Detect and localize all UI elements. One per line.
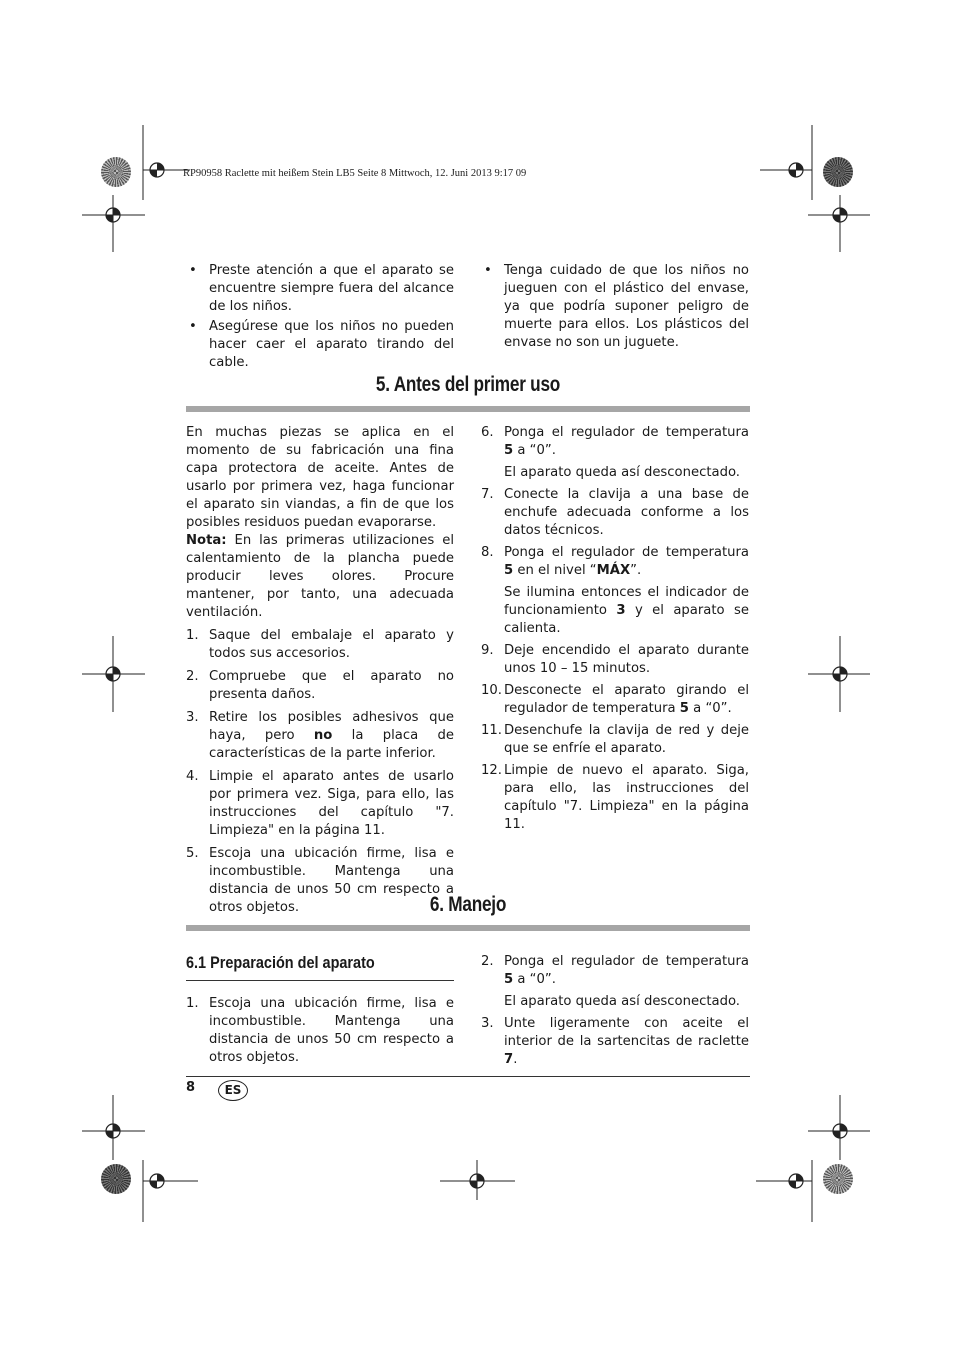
- print-header: RP90958 Raclette mit heißem Stein LB5 Seite 8 Mittwoch, 12. Juni 2013 9:17 09: [183, 168, 527, 179]
- step-text: la placa de características de la parte inferior.: [209, 728, 454, 761]
- step-text: Deje encendido el aparato durante unos 10 – 15 minutos.: [504, 643, 749, 676]
- step-number: 7.: [481, 487, 494, 502]
- step-text: ”.: [630, 563, 642, 578]
- step-number: 2.: [481, 954, 494, 969]
- reference-number: 3: [616, 603, 626, 618]
- language-badge: ES: [218, 1080, 248, 1101]
- step-number: 12.: [481, 763, 502, 778]
- step-text: a “0”.: [513, 443, 556, 458]
- intro-paragraph: En muchas piezas se aplica en el momento de su fabricación una fina capa protectora de aceite. Antes de usarlo por primera vez, haga funcionar el aparato sin viandas, a fin de que los posibles residuos puedan evaporarse.: [186, 425, 454, 530]
- step-text: .: [513, 1052, 518, 1067]
- step-text: Escoja una ubicación firme, lisa e incombustible. Mantenga una distancia de unos 50 cm respecto a otros objetos.: [209, 996, 454, 1065]
- note-text: En las primeras utilizaciones el calentamiento de la plancha puede producir leves olores. Procure mantener, por tanto, una adecuada ventilación.: [186, 533, 454, 620]
- step-text: Compruebe que el aparato no presenta daños.: [209, 669, 454, 702]
- step-text: a “0”.: [513, 972, 556, 987]
- section-title: 5. Antes del primer uso: [375, 373, 561, 396]
- step-number: 3.: [186, 710, 199, 725]
- bullet-mark: •: [189, 319, 197, 334]
- step-text: a “0”.: [688, 701, 732, 716]
- bullet-mark: •: [484, 263, 492, 278]
- step-number: 2.: [186, 669, 199, 684]
- step-number: 10.: [481, 683, 502, 698]
- bullet-text: Preste atención a que el aparato se encuentre siempre fuera del alcance de los niños.: [209, 263, 454, 314]
- step-text: Escoja una ubicación firme, lisa e incombustible. Mantenga una distancia de unos 50 cm respecto a otros objetos.: [209, 846, 454, 915]
- step-number: 11.: [481, 723, 502, 738]
- step-text: Ponga el regulador de temperatura: [504, 425, 749, 440]
- section-title: 6. Manejo: [429, 893, 507, 916]
- step-number: 1.: [186, 628, 199, 643]
- step-number: 8.: [481, 545, 494, 560]
- step-text: Limpie de nuevo el aparato. Siga, para ello, las instrucciones del capítulo "7. Limpieza" en la página 11.: [504, 763, 749, 832]
- step-number: 3.: [481, 1016, 494, 1031]
- step-text: Ponga el regulador de temperatura: [504, 545, 749, 560]
- step-number: 1.: [186, 996, 199, 1011]
- level-label: MÁX: [596, 563, 631, 578]
- reference-number: 5: [504, 563, 514, 578]
- step-number: 9.: [481, 643, 494, 658]
- step-text: Retire los posibles adhesivos que haya, pero: [209, 710, 454, 743]
- reference-number: 5: [504, 443, 514, 458]
- step-text: Se ilumina entonces el indicador de funcionamiento: [504, 585, 749, 618]
- step-text: Conecte la clavija a una base de enchufe adecuada conforme a los datos técnicos.: [504, 487, 749, 538]
- step-text: Unte ligeramente con aceite el interior de la sartencitas de raclette: [504, 1016, 749, 1049]
- step-number: 4.: [186, 769, 199, 784]
- step-text: y el aparato se calienta.: [504, 603, 750, 636]
- reference-number: 5: [504, 972, 514, 987]
- step-text: Desconecte el aparato girando el regulador de temperatura: [504, 683, 749, 716]
- bullet-text: Asegúrese que los niños no pueden hacer caer el aparato tirando del cable.: [209, 319, 454, 370]
- step-number: 6.: [481, 425, 494, 440]
- step-note: El aparato queda así desconectado.: [504, 994, 740, 1009]
- step-note: El aparato queda así desconectado.: [504, 465, 740, 480]
- step-text: en el nivel “: [513, 563, 597, 578]
- reference-number: 7: [504, 1052, 514, 1067]
- step-text: Limpie el aparato antes de usarlo por primera vez. Siga, para ello, las instrucciones del capítulo "7. Limpieza" en la página 11.: [209, 769, 454, 838]
- step-text: Ponga el regulador de temperatura: [504, 954, 749, 969]
- emphasis: no: [313, 728, 333, 743]
- step-number: 5.: [186, 846, 199, 861]
- bullet-text: Tenga cuidado de que los niños no jueguen con el plástico del envase, ya que podría suponer peligro de muerte para ellos. Los plásticos del envase no son un juguete.: [504, 263, 749, 350]
- subsection-title: 6.1 Preparación del aparato: [186, 953, 375, 972]
- note-label: Nota:: [186, 533, 227, 548]
- bullet-mark: •: [189, 263, 197, 278]
- step-text: Desenchufe la clavija de red y deje que se enfríe el aparato.: [504, 723, 749, 756]
- reference-number: 5: [679, 701, 689, 716]
- page-number: 8: [186, 1080, 196, 1095]
- step-text: Saque del embalaje el aparato y todos sus accesorios.: [209, 628, 454, 661]
